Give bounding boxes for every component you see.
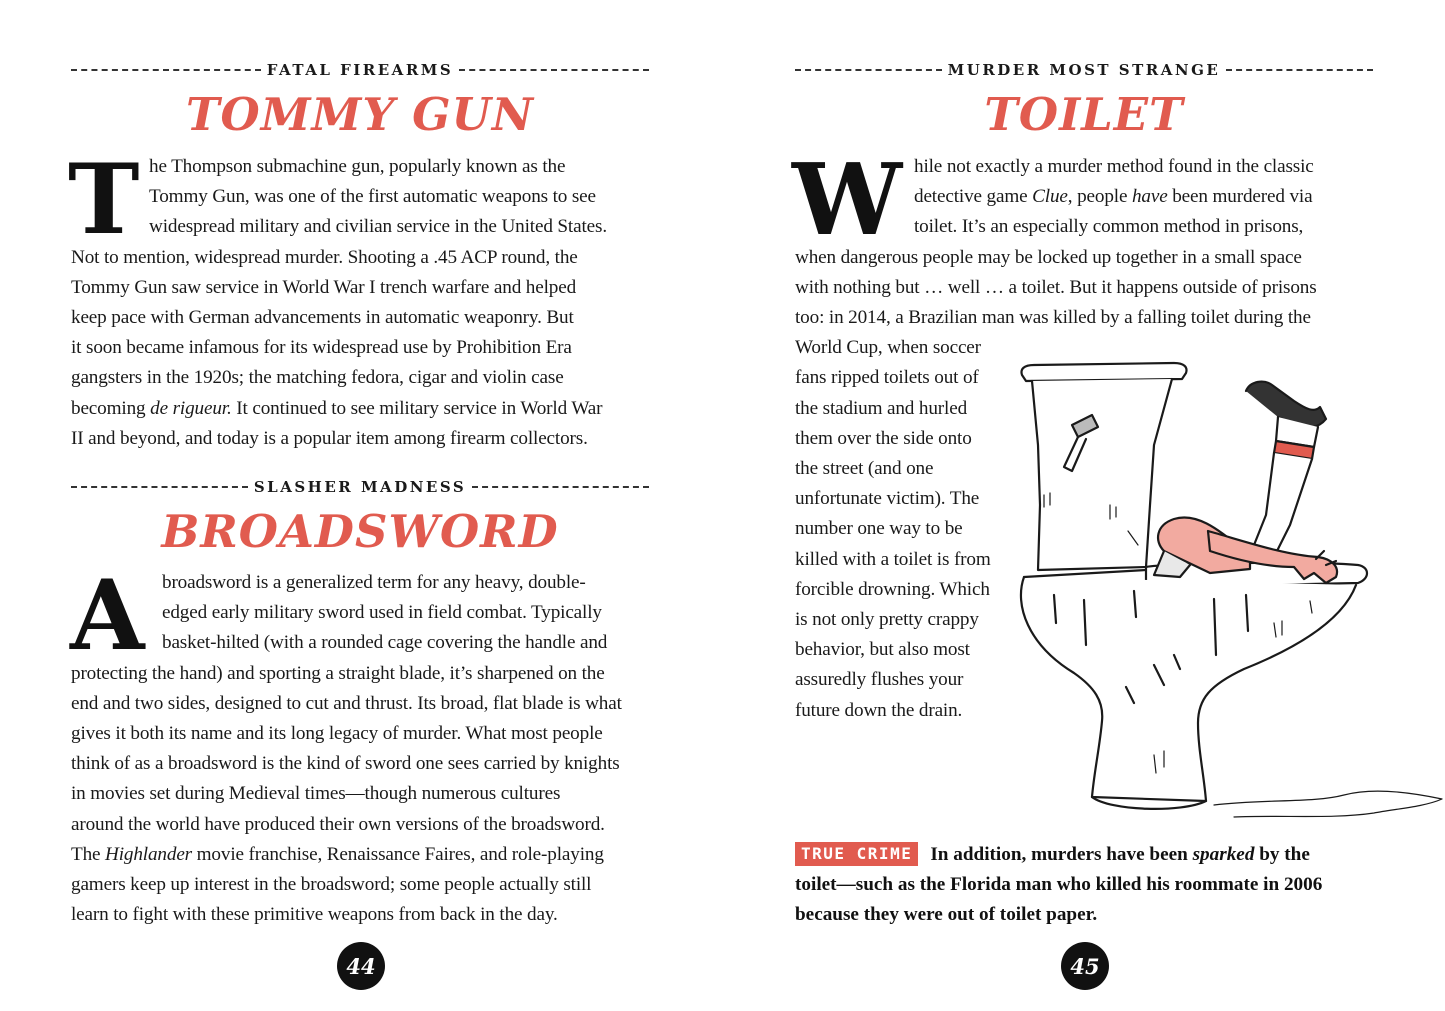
text-line: in movies set during Medieval times—though numerous cultures: [71, 783, 561, 805]
text-run: detective game: [914, 186, 1033, 208]
dashed-rule: [795, 69, 942, 71]
text-line: he Thompson submachine gun, popularly known as the: [149, 156, 566, 177]
text-line: gangsters in the 1920s; the matching fedora, cigar and violin case: [71, 367, 564, 389]
text-line: fans ripped toilets out of: [795, 367, 979, 389]
text-line: [71, 394, 651, 424]
text-line: gamers keep up interest in the broadsword; some people actually still: [71, 874, 592, 896]
section-header-murder-most-strange: [795, 60, 1373, 80]
text-line: too: in 2014, a Brazilian man was killed by a falling toilet during the: [795, 307, 1311, 329]
text-line: it soon became infamous for its widespread use by Prohibition Era: [71, 337, 572, 359]
text-run: movie franchise, Renaissance Faires, and role-playing: [192, 843, 604, 865]
article-body-broadsword: [70, 559, 651, 930]
category-label: SLASHER MADNESS: [253, 478, 467, 496]
drop-cap: A: [70, 559, 145, 672]
text-line: Tommy Gun, was one of the first automatic weapons to see: [149, 186, 596, 208]
page-number: 44: [337, 942, 385, 990]
italic-term: sparked: [1192, 844, 1255, 865]
text-line: think of as a broadsword is the kind of sword one sees carried by knights: [71, 753, 620, 775]
text-line: because they were out of toilet paper.: [795, 904, 1098, 926]
drop-cap: T: [68, 143, 140, 256]
text-line: killed with a toilet is from: [795, 548, 991, 570]
text-line: number one way to be: [795, 518, 963, 540]
text-line: World Cup, when soccer: [795, 337, 981, 359]
text-line: toilet—such as the Florida man who killed his roommate in 2006: [795, 874, 1323, 896]
text-line: with nothing but … well … a toilet. But it happens outside of prisons: [795, 276, 1317, 298]
section-header-fatal-firearms: [71, 60, 649, 80]
text-run: The: [71, 843, 106, 865]
text-line: Tommy Gun saw service in World War I trench warfare and helped: [71, 276, 577, 298]
text-line: [795, 182, 1375, 212]
dashed-rule: [459, 69, 649, 71]
text-line: when dangerous people may be locked up together in a small space: [795, 246, 1302, 268]
true-crime-callout: [795, 840, 1395, 931]
dashed-rule: [71, 69, 261, 71]
text-line: widespread military and civilian service in the United States.: [149, 216, 607, 238]
text-run: In addition, murders have been: [930, 844, 1193, 865]
section-header-slasher-madness: [71, 477, 649, 497]
text-line: toilet. It’s an especially common method in prisons,: [914, 216, 1304, 238]
article-title-toilet: TOILET: [984, 88, 1184, 141]
dashed-rule: [71, 486, 248, 488]
text-line: keep pace with German advancements in automatic weaponry. But: [71, 307, 574, 329]
text-run: , people: [1067, 186, 1132, 208]
true-crime-badge: TRUE CRIME: [795, 842, 918, 866]
text-line: [71, 840, 651, 870]
article-body-toilet: [795, 152, 1375, 726]
italic-term: de rigueur.: [150, 397, 232, 419]
left-page: [0, 0, 722, 1011]
text-line: hile not exactly a murder method found in the classic: [914, 156, 1314, 177]
text-line: unfortunate victim). The: [795, 488, 980, 510]
article-body-tommy-gun: [71, 152, 651, 454]
text-line: them over the side onto: [795, 427, 972, 449]
text-run: been murdered via: [1167, 186, 1313, 208]
article-title-tommy-gun: TOMMY GUN: [186, 88, 534, 141]
text-line: the stadium and hurled: [795, 397, 968, 419]
article-title-broadsword: BROADSWORD: [161, 505, 559, 558]
italic-term: Highlander: [105, 843, 193, 865]
text-line: [795, 840, 1395, 870]
text-run: becoming: [71, 397, 151, 419]
text-line: assuredly flushes your: [795, 669, 964, 691]
text-line: Not to mention, widespread murder. Shooting a .45 ACP round, the: [71, 246, 578, 268]
italic-term: have: [1131, 186, 1168, 208]
text-run: It continued to see military service in World War: [231, 397, 603, 419]
text-line: II and beyond, and today is a popular item among firearm collectors.: [71, 427, 588, 449]
text-line: forcible drowning. Which: [795, 578, 990, 600]
text-run: by the: [1254, 844, 1310, 865]
text-line: broadsword is a generalized term for any heavy, double-: [162, 572, 586, 593]
dashed-rule: [1226, 69, 1373, 71]
text-line: around the world have produced their own versions of the broadsword.: [71, 813, 605, 835]
text-line: behavior, but also most: [795, 639, 970, 661]
text-line: is not only pretty crappy: [795, 609, 979, 631]
text-line: end and two sides, designed to cut and thrust. Its broad, flat blade is what: [71, 692, 622, 714]
text-line: gives it both its name and its long legacy of murder. What most people: [71, 723, 603, 745]
text-line: learn to fight with these primitive weapons from back in the day.: [71, 904, 558, 926]
category-label: MURDER MOST STRANGE: [947, 61, 1221, 79]
page-number: 45: [1061, 942, 1109, 990]
italic-term: Clue: [1032, 186, 1068, 208]
text-line: edged early military sword used in field combat. Typically: [162, 602, 602, 624]
dashed-rule: [472, 486, 649, 488]
right-page: [722, 0, 1445, 1011]
text-line: basket-hilted (with a rounded cage covering the handle and: [162, 632, 608, 654]
category-label: FATAL FIREARMS: [266, 61, 454, 79]
text-line: future down the drain.: [795, 699, 963, 721]
text-line: the street (and one: [795, 458, 934, 480]
drop-cap: W: [792, 143, 903, 258]
text-line: protecting the hand) and sporting a straight blade, it’s sharpened on the: [71, 662, 605, 684]
